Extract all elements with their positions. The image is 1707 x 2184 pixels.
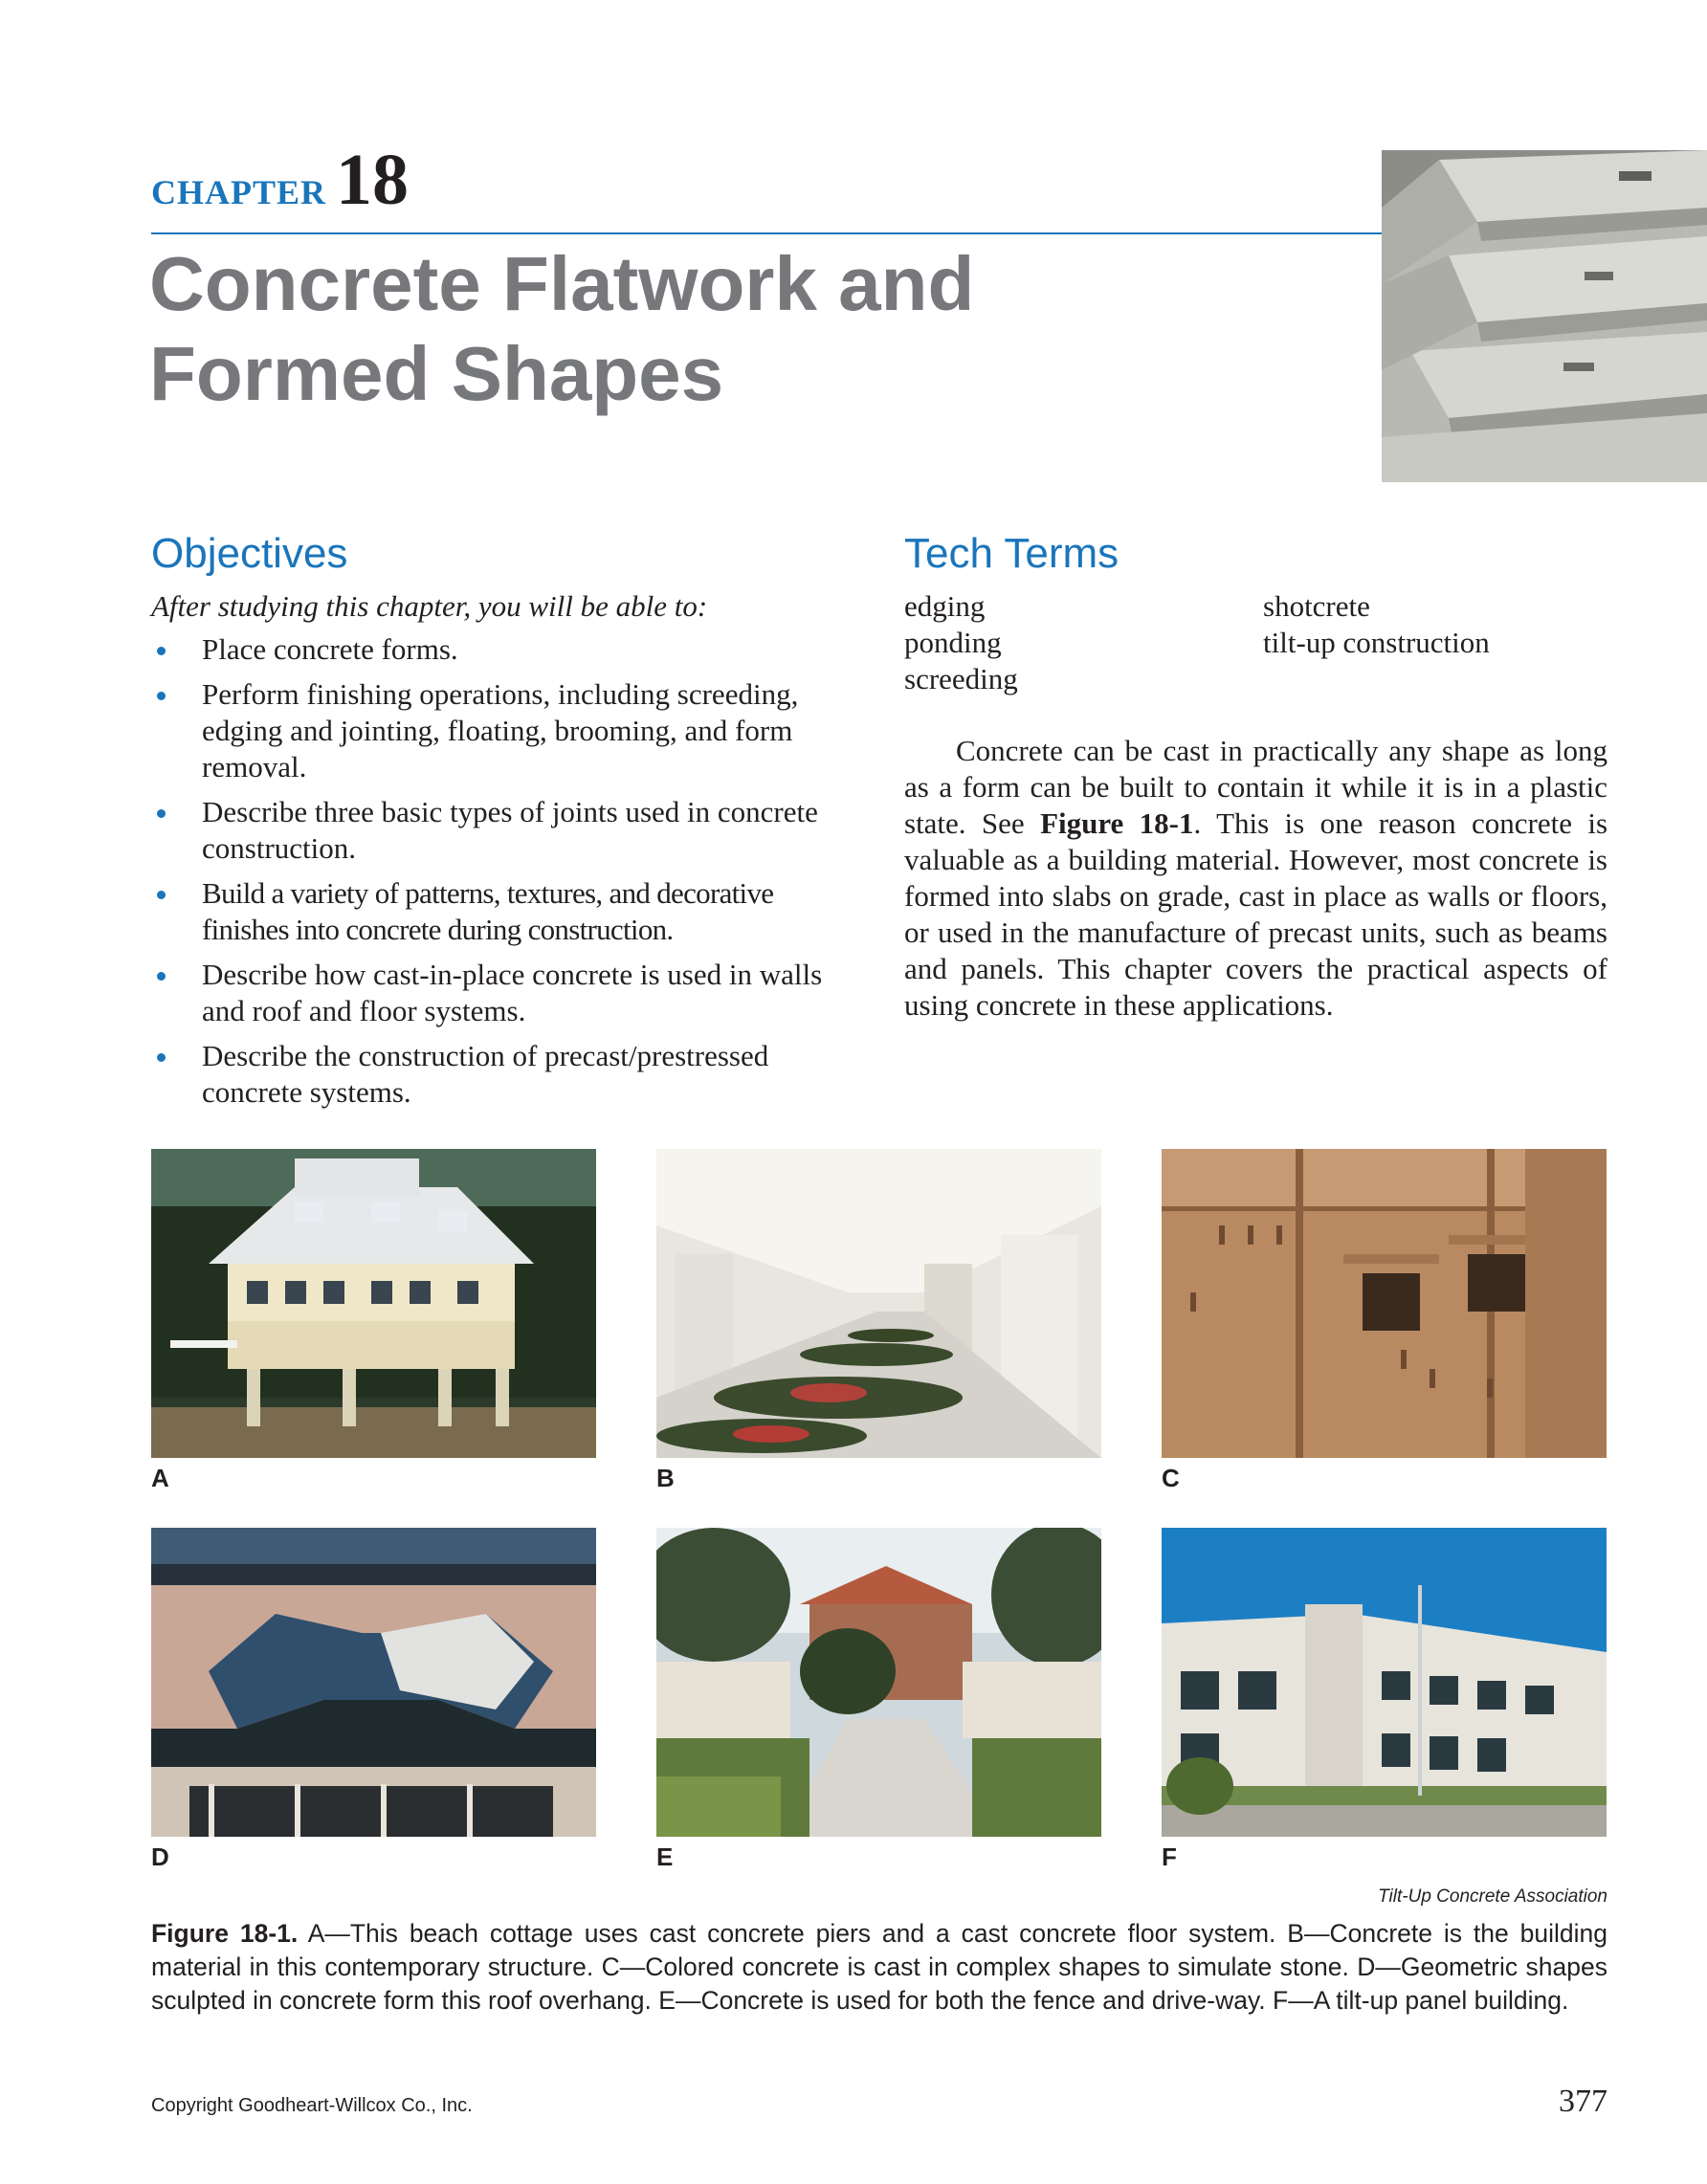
concrete-fence-driveway-photo xyxy=(656,1528,1101,1837)
chapter-title xyxy=(149,239,1297,419)
page-number: 377 xyxy=(1559,2084,1607,2119)
list-item: Describe three basic types of joints used in concrete construction. xyxy=(151,794,859,867)
chapter-label xyxy=(151,140,410,220)
list-item: Build a variety of patterns, textures, and decorative finishes into concrete during construction. xyxy=(151,875,859,948)
intro-paragraph xyxy=(904,733,1607,1024)
figure-label-d: D xyxy=(151,1842,169,1871)
chapter-number: 18 xyxy=(336,140,410,220)
beach-cottage-photo xyxy=(151,1149,596,1458)
tilt-up-building-photo xyxy=(1162,1528,1607,1837)
figure-label-a: A xyxy=(151,1464,169,1492)
tech-terms-col1 xyxy=(904,588,1018,697)
figure-reference: Figure 18-1 xyxy=(1040,806,1194,840)
objectives-list xyxy=(151,631,859,1119)
colored-concrete-stone-photo xyxy=(1162,1149,1607,1458)
figure-label-c: C xyxy=(1162,1464,1180,1492)
concrete-colonnade-photo xyxy=(656,1149,1101,1458)
figure-label-e: E xyxy=(656,1842,674,1871)
caption-label: Figure 18-1. xyxy=(151,1919,299,1948)
list-item: Describe how cast-in-place concrete is used in walls and roof and floor systems. xyxy=(151,957,859,1029)
figure-label-b: B xyxy=(656,1464,675,1492)
list-item: Describe the construction of precast/prestressed concrete systems. xyxy=(151,1038,859,1111)
caption-text: A—This beach cottage uses cast concrete piers and a cast concrete floor system. B—Concrete is the building material in this contemporary structure. C—Colored concrete is cast in complex shapes to simulate stone. D—Geometric shapes sculpted in concrete form this roof overhang. E—Concrete is used for both the fence and drive-way. F—A tilt-up panel building. xyxy=(151,1919,1607,2015)
tech-term: ponding xyxy=(904,626,1002,659)
objectives-intro: After studying this chapter, you will be able to: xyxy=(151,589,708,623)
geometric-roof-overhang-photo xyxy=(151,1528,596,1837)
chapter-word: CHAPTER xyxy=(151,173,327,211)
figure-caption xyxy=(151,1917,1607,2018)
objectives-heading: Objectives xyxy=(151,530,348,577)
tech-terms-col2 xyxy=(1263,588,1490,661)
copyright-notice: Copyright Goodheart-Willcox Co., Inc. xyxy=(151,2095,473,2116)
chapter-title-line2: Formed Shapes xyxy=(149,331,724,416)
list-item: Perform finishing operations, including screeding, edging and jointing, floating, brooming, and form removal. xyxy=(151,676,859,785)
figure-label-f: F xyxy=(1162,1842,1177,1871)
intro-text-after: . This is one reason concrete is valuable as a building material. However, most concrete is formed into slabs on grade, cast in place as walls or floors, or used in the manufacture of precast units, such as beams and panels. This chapter covers the practical aspects of using concrete in these applications. xyxy=(904,806,1608,1022)
tech-term: edging xyxy=(904,589,986,623)
tech-term: screeding xyxy=(904,662,1018,695)
intro-text-before: Concrete can be cast in practically any shape as long as a form can be built to contain it while it is in a plastic state. See xyxy=(904,734,1607,840)
concrete-stairs-photo xyxy=(1382,150,1707,482)
photo-credit: Tilt-Up Concrete Association xyxy=(1378,1886,1607,1907)
tech-term: shotcrete xyxy=(1263,589,1370,623)
tech-terms-heading: Tech Terms xyxy=(904,530,1120,577)
chapter-rule xyxy=(151,232,1386,234)
list-item: Place concrete forms. xyxy=(151,631,859,668)
tech-term: tilt-up construction xyxy=(1263,626,1490,659)
chapter-title-line1: Concrete Flatwork and xyxy=(149,241,975,326)
